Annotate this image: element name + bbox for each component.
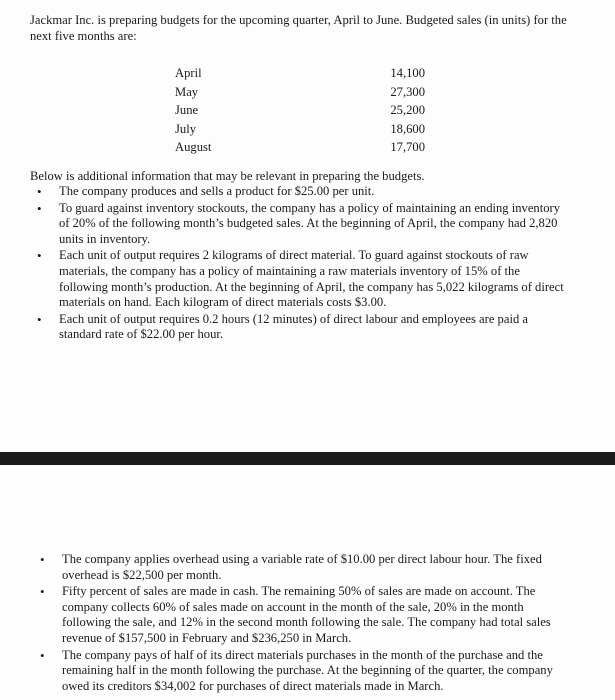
sales-units: 27,300	[390, 84, 425, 99]
list-item	[30, 312, 570, 343]
bullet-text: To guard against inventory stockouts, the company has a policy of maintaining an ending inventory of 20% of the following month’s budgeted sales. At the beginning of April, the company had 2,820 units in inventory.	[59, 200, 561, 246]
bullet-text: Fifty percent of sales are made in cash. The remaining 50% of sales are made on account. The company collects 60% of sales made on account in the month of the sale, 20% in the month following the sale, and 12% in the second month following the sale. The company had total sales revenue of $157,500 in February and $236,250 in March.	[62, 584, 551, 645]
list-item	[33, 584, 573, 646]
info-bullet-list	[30, 184, 570, 344]
bullet-icon: •	[40, 647, 45, 663]
sales-units: 25,200	[390, 103, 425, 117]
sales-month: August	[175, 140, 212, 154]
sales-row	[175, 101, 425, 120]
list-item	[30, 248, 570, 310]
additional-info-lead: Below is additional information that may be relevant in preparing the budgets.	[30, 169, 425, 183]
sales-units: 14,100	[390, 66, 425, 80]
bullet-icon: •	[40, 584, 45, 600]
bullet-icon: •	[37, 200, 42, 216]
sales-row	[175, 138, 425, 157]
sales-units: 18,600	[390, 121, 425, 136]
sales-month: April	[175, 66, 202, 80]
sales-row	[175, 120, 425, 139]
sales-row	[175, 64, 425, 83]
sales-row	[175, 83, 425, 102]
page-divider-bar	[0, 452, 615, 465]
bullet-icon: •	[37, 248, 42, 264]
info-bullet-list-continued	[33, 552, 573, 695]
bullet-text: Each unit of output requires 2 kilograms of direct material. To guard against stockouts of raw materials, the company has a policy of maintaining a raw materials inventory of 15% of the following month’s production. At the beginning of April, the company has 5,022 kilograms of direct materials on hand. Each kilogram of direct materials costs $3.00.	[59, 248, 564, 310]
list-item	[33, 648, 573, 695]
sales-month: June	[175, 103, 199, 117]
list-item	[30, 184, 570, 200]
list-item	[30, 201, 570, 248]
bullet-icon: •	[40, 552, 45, 567]
budgeted-sales-table	[175, 64, 425, 157]
sales-units: 17,700	[390, 140, 425, 154]
bullet-text: The company produces and sells a product for $25.00 per unit.	[59, 184, 375, 198]
bullet-text: The company pays of half of its direct materials purchases in the month of the purchase and the remaining half in the month following the purchase. At the beginning of the quarter, the company owed its creditors $34,002 for purchases of direct materials made in March.	[62, 647, 553, 693]
bullet-text: The company applies overhead using a variable rate of $10.00 per direct labour hour. The fixed overhead is $22,500 per month.	[62, 552, 542, 582]
sales-month: July	[175, 121, 196, 136]
list-item	[33, 552, 573, 583]
bullet-icon: •	[37, 311, 42, 327]
sales-month: May	[175, 84, 199, 99]
intro-paragraph: Jackmar Inc. is preparing budgets for the upcoming quarter, April to June. Budgeted sales (in units) for the next five months are:	[30, 13, 567, 43]
bullet-text: Each unit of output requires 0.2 hours (12 minutes) of direct labour and employees are paid a standard rate of $22.00 per hour.	[59, 311, 528, 342]
bullet-icon: •	[37, 184, 42, 199]
